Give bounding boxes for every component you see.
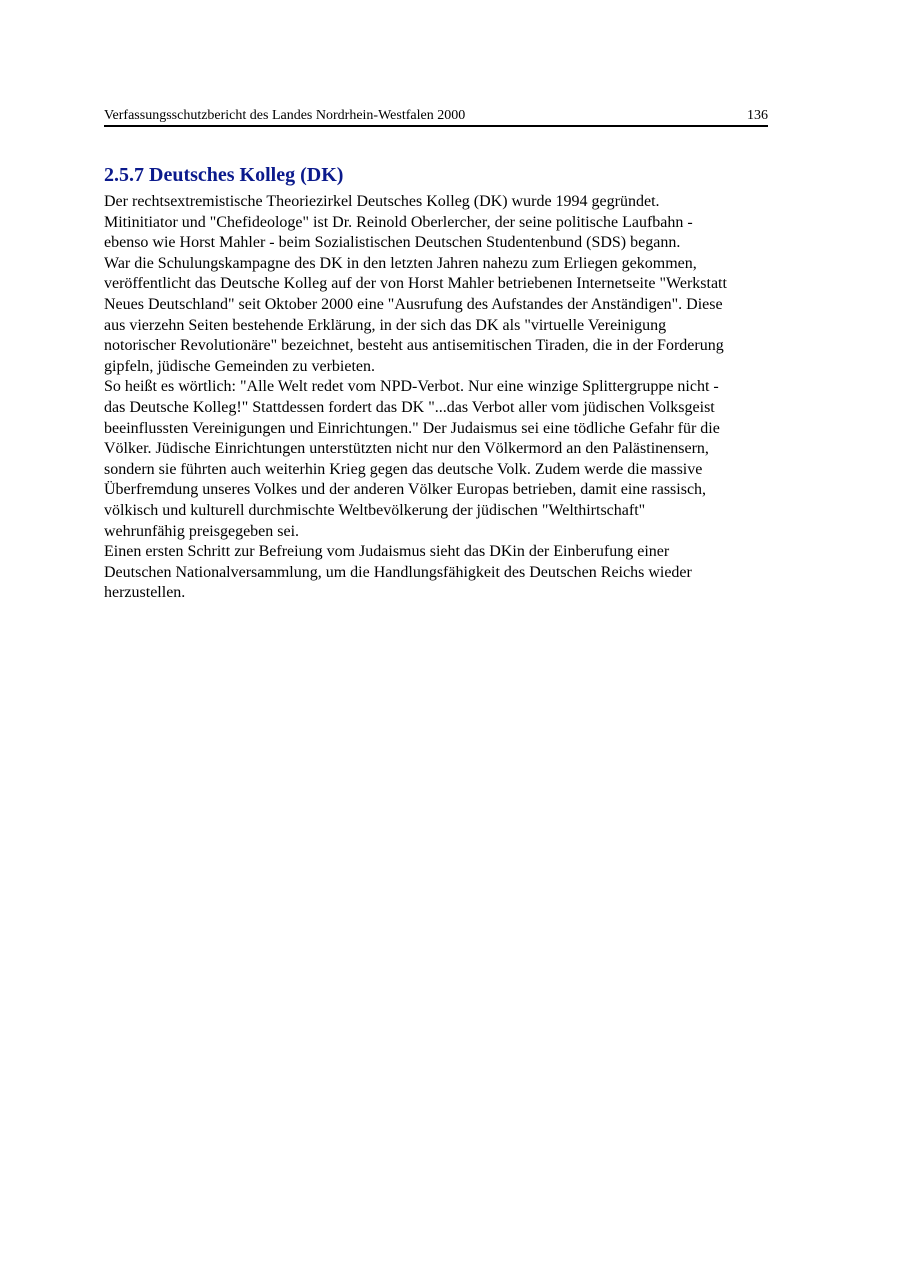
- running-header: [104, 106, 768, 127]
- section-heading: 2.5.7 Deutsches Kolleg (DK): [104, 164, 344, 186]
- text-line: gipfeln, jüdische Gemeinden zu verbieten.: [104, 357, 376, 375]
- text-line: wehrunfähig preisgegeben sei.: [104, 522, 300, 540]
- text-line: Überfremdung unseres Volkes und der anderen Völker Europas betrieben, damit eine rassisch,: [104, 481, 707, 499]
- text-line: Deutschen Nationalversammlung, um die Handlungsfähigkeit des Deutschen Reichs wieder: [104, 563, 692, 581]
- text-line: veröffentlicht das Deutsche Kolleg auf der von Horst Mahler betriebenen Internetseite "Werkstatt: [104, 275, 727, 293]
- text-line: Mitinitiator und "Chefideologe" ist Dr. Reinold Oberlercher, der seine politische Laufbahn -: [104, 213, 693, 231]
- section-body: [104, 192, 804, 604]
- text-line: ebenso wie Horst Mahler - beim Sozialistischen Deutschen Studentenbund (SDS) begann.: [104, 234, 681, 252]
- text-line: Neues Deutschland" seit Oktober 2000 eine "Ausrufung des Aufstandes der Anständigen". Diese: [104, 295, 723, 313]
- text-line: aus vierzehn Seiten bestehende Erklärung, in der sich das DK als "virtuelle Vereinigung: [104, 316, 667, 334]
- header-title: Verfassungsschutzbericht des Landes Nordrhein-Westfalen 2000: [104, 108, 466, 123]
- text-line: völkisch und kulturell durchmischte Weltbevölkerung der jüdischen "Welthirtschaft": [104, 501, 646, 519]
- text-line: herzustellen.: [104, 584, 186, 602]
- text-line: sondern sie führten auch weiterhin Krieg gegen das deutsche Volk. Zudem werde die massive: [104, 460, 703, 478]
- text-line: Einen ersten Schritt zur Befreiung vom Judaismus sieht das DKin der Einberufung einer: [104, 543, 670, 561]
- text-line: das Deutsche Kolleg!" Stattdessen fordert das DK "...das Verbot aller vom jüdischen Volksgeist: [104, 398, 715, 416]
- text-line: Der rechtsextremistische Theoriezirkel Deutsches Kolleg (DK) wurde 1994 gegründet.: [104, 193, 660, 210]
- text-line: notorischer Revolutionäre" bezeichnet, besteht aus antisemitischen Tiraden, die in der Forderung: [104, 337, 724, 355]
- text-line: beeinflussten Vereinigungen und Einrichtungen." Der Judaismus sei eine tödliche Gefahr für die: [104, 419, 720, 437]
- text-line: Völker. Jüdische Einrichtungen unterstützten nicht nur den Völkermord an den Palästinensern,: [104, 440, 709, 458]
- text-line: War die Schulungskampagne des DK in den letzten Jahren nahezu zum Erliegen gekommen,: [104, 254, 697, 272]
- text-line: So heißt es wörtlich: "Alle Welt redet vom NPD-Verbot. Nur eine winzige Splittergruppe nicht -: [104, 378, 719, 396]
- page-number: 136: [747, 108, 768, 123]
